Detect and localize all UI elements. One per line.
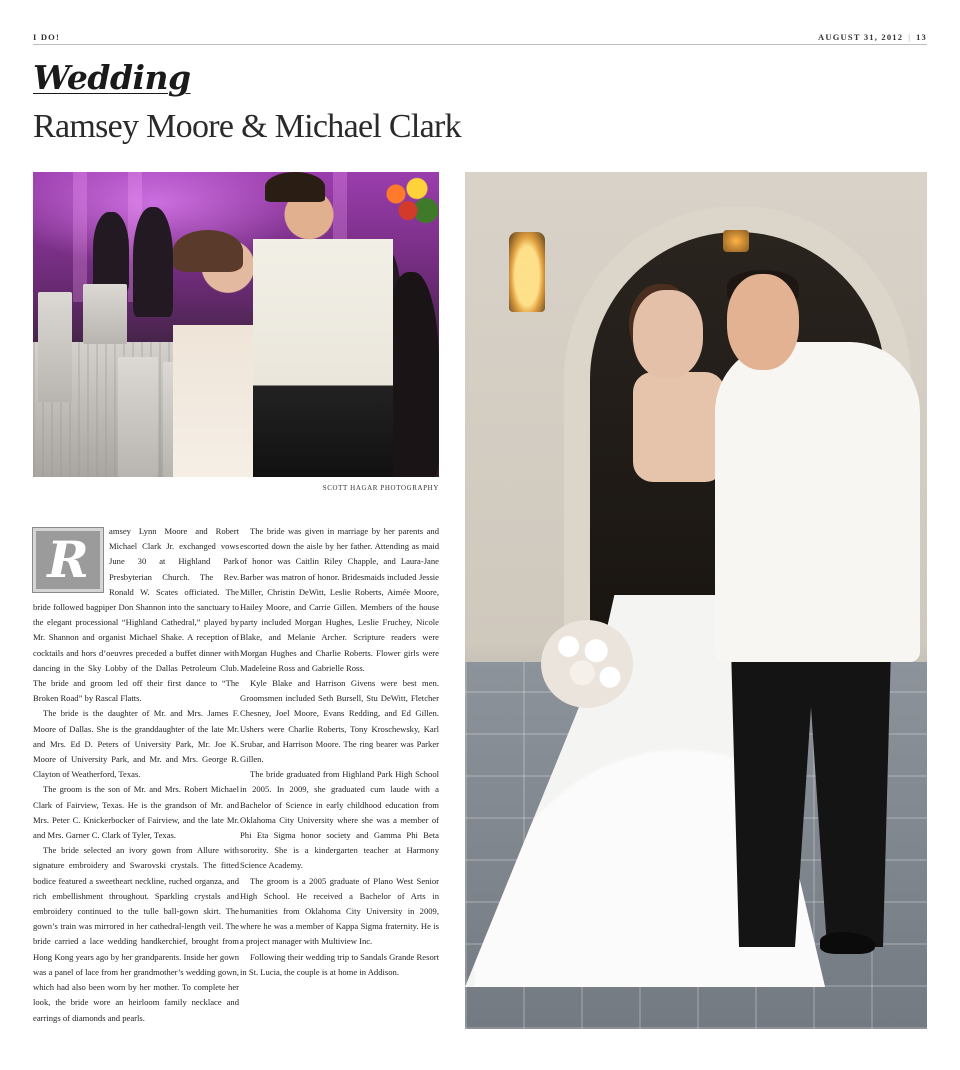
cake-cutting-photo [33,172,439,477]
article-paragraph: R amsey Lynn Moore and Robert Michael Clark Jr. exchanged vows June 30 at Highland Park Presbyterian Church. The Rev. Ronald W. Scates officiated. The bride followed bagpiper Don Shannon into the sanctuary to the elegant processional “Highland Cathedral,” played by Mr. Shannon and organist Michael Shake. A reception of cocktails and hors d’oeuvres preceded a buffet dinner with dancing in the Sky Lobby of the Dallas Petroleum Club. The bride and groom led off their first dance to “The Broken Road” by Rascal Flatts. [33,526,239,704]
article-paragraph: Kyle Blake and Harrison Givens were best men. Groomsmen included Seth Bursell, Stu DeWitt, Fletcher Chesney, Joel Moore, Evans Redding, and Ed Gillen. Ushers were Charlie Roberts, Tony Kroschewsky, Karl Srubar, and Harrison Moore. The ring bearer was Parker Gillen. [240,678,439,765]
issue-info [818,32,927,42]
section-label: Wedding [33,58,191,97]
publication-section: I DO! [33,32,61,42]
article-paragraph: The bride graduated from Highland Park High School in 2005. In 2009, she graduated cum laude with a Bachelor of Science in early childhood education from Oklahoma City University where she was a member of Phi Eta Sigma honor society and Gamma Phi Beta sorority. She is a kindergarten teacher at Harmony Science Academy. [240,769,439,871]
lantern-light [509,232,545,312]
headline: Ramsey Moore & Michael Clark [33,108,461,145]
article-column-1 [33,524,239,1026]
separator: | [908,32,912,42]
bouquet [541,620,633,708]
article-column-2 [240,524,439,980]
page-header [33,30,927,45]
drop-cap: R [33,528,103,592]
article-paragraph: The groom is a 2005 graduate of Plano West Senior High School. He received a Bachelor of Arts in humanities from Oklahoma City University in 2009, where he was a member of Kappa Sigma fraternity. He is a project manager with Multiview Inc. [240,875,439,947]
couple-portrait-photo [465,172,927,1029]
article-paragraph: The groom is the son of Mr. and Mrs. Robert Michael Clark of Fairview, Texas. He is the grandson of Mr. and Mrs. Peter C. Knickerbocker of Fairview, and the late Mr. and Mrs. Garner C. Clark of Tyler, Texas. [33,784,239,841]
article-paragraph: The bride selected an ivory gown from Allure with signature embroidery and Swarovski crystals. The fitted bodice featured a sweetheart neckline, ruched organza, and rich embellishment throughout. Sparkling crystals and embroidery continued to the tulle ball-gown skirt. The gown’s train was mirrored in her cathedral-length veil. The bride carried a lace wedding handkerchief, brought from Hong Kong years ago by her grandparents. Inside her gown was a panel of lace from her grandmother’s wedding gown, which had also been worn by her mother. To complete her look, the bride wore an heirloom family necklace and earrings of diamonds and pearls. [33,845,239,1023]
article-paragraph: Following their wedding trip to Sandals Grande Resort in St. Lucia, the couple is at home in Addison. [240,951,439,977]
page-number: 13 [916,32,927,42]
issue-date: AUGUST 31, 2012 [818,32,904,42]
article-paragraph: The bride was given in marriage by her parents and escorted down the aisle by her father. Attending as maid of honor was Caitlin Riley Chapple, and Laura-Jane Barber was matron of honor. Bridesmaids included Jessie Miller, Christin DeWitt, Leslie Roberts, Aimée Moore, Hailey Moore, and Carrie Gillen. Members of the house party included Morgan Hughes, Leslie Fruchey, Nicole Blake, and Melanie Archer. Scripture readers were Morgan Hughes and Charlie Roberts. Flower girls were Madeleine Ross and Gabrielle Ross. [240,526,439,673]
article-paragraph: The bride is the daughter of Mr. and Mrs. James F. Moore of Dallas. She is the granddaughter of the late Mr. and Mrs. Ed D. Peters of University Park, Mr. Joe K. Moore of University Park, and Mr. and Mrs. George R. Clayton of Weatherford, Texas. [33,708,239,780]
photo-credit: SCOTT HAGAR PHOTOGRAPHY [322,484,439,492]
